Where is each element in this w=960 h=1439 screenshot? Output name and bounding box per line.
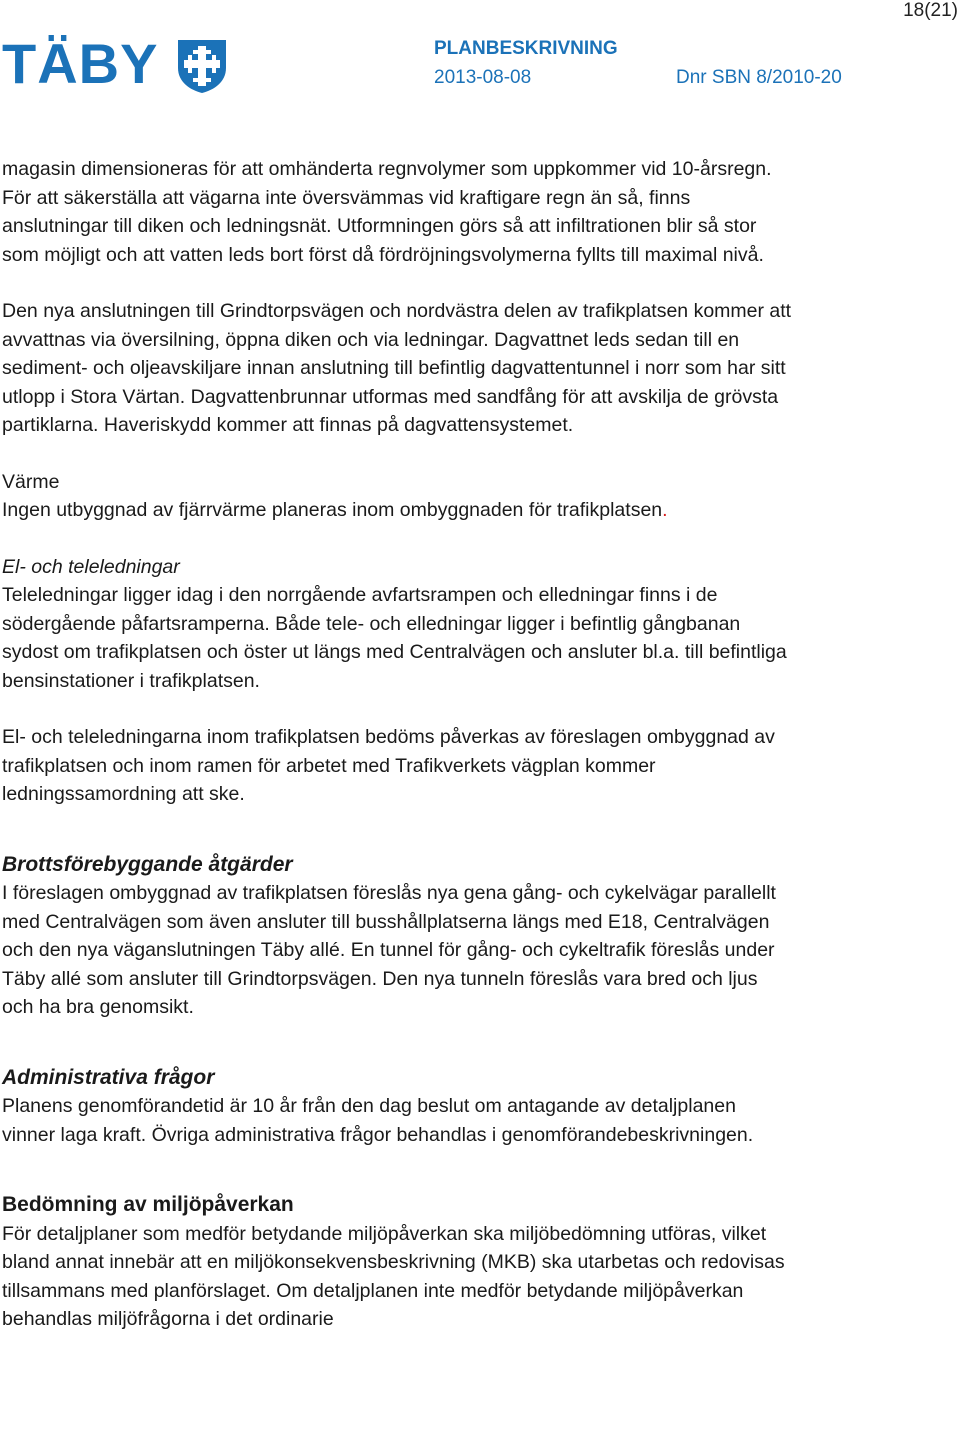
taby-logo [2, 32, 228, 95]
paragraph-varme [2, 496, 792, 525]
heading-el-tele: El- och teleledningar [2, 555, 180, 578]
paragraph-miljopaverkan: För detaljplaner som medför betydande miljöpåverkan ska miljöbedömning utföras, vilket bland annat innebär att en miljökonsekvensbeskrivning (MKB) ska utarbetas och redovisas tillsammans med planförslaget. Om detaljplanen inte medför betydande miljöpåverkan behandlas miljöfrågorna i det ordinarie [2, 1222, 785, 1330]
document-type: PLANBESKRIVNING [434, 38, 618, 59]
varme-dot: . [662, 499, 668, 521]
document-body [2, 155, 792, 1334]
page-number: 18(21) [903, 0, 958, 21]
heading-brottsforebyggande: Brottsförebyggande åtgärder [2, 852, 293, 876]
heading-miljopaverkan: Bedömning av miljöpåverkan [2, 1193, 294, 1216]
logo-text: TÄBY [2, 32, 159, 95]
paragraph-brottsforebyggande: I föreslagen ombyggnad av trafikplatsen föreslås nya gena gång- och cykelvägar parallellt med Centralvägen som även ansluter till busshållplatserna längs med E18, Centralvägen och den nya väganslutningen Täby allé. En tunnel för gång- och cykeltrafik föreslås under Täby allé som ansluter till Grindtorpsvägen. Den nya tunneln föreslås vara bred och ljus och ha bra genomsikt. [2, 882, 776, 1018]
paragraph-administrativa: Planens genomförandetid är 10 år från den dag beslut om antagande av detaljplanen vinner laga kraft. Övriga administrativa frågor behandlas i genomförandebeskrivningen. [2, 1095, 754, 1146]
heading-varme: Värme [2, 470, 60, 493]
heading-administrativa: Administrativa frågor [2, 1065, 215, 1089]
document-reference: Dnr SBN 8/2010-20 [676, 67, 842, 88]
paragraph-dagvatten-1: magasin dimensioneras för att omhänderta regnvolymer som uppkommer vid 10-årsregn. För att säkerställa att vägarna inte översvämmas vid kraftigare regn än så, finns anslutningar till diken och ledningsnät. Utformningen görs så att infiltrationen blir så stor som möjligt och att vatten leds bort först då fördröjningsvolymerna fyllts till maximal nivå. [2, 158, 772, 266]
shield-cross-icon [176, 38, 228, 99]
paragraph-el-tele-2: El- och teleledningarna inom trafikplatsen bedöms påverkas av föreslagen ombyggnad av trafikplatsen och inom ramen för arbetet med Trafikverkets vägplan kommer ledningssamordning att ske. [2, 726, 775, 805]
document-date: 2013-08-08 [434, 67, 532, 88]
paragraph-dagvatten-2: Den nya anslutningen till Grindtorpsvägen och nordvästra delen av trafikplatsen kommer att avvattnas via översilning, öppna diken och via ledningar. Dagvattnet leds sedan till en sediment- och oljeavskiljare innan anslutning till befintlig dagvattentunnel i norr som har sitt utlopp i Stora Värtan. Dagvattenbrunnar utformas med sandfång för att avskilja de grövsta partiklarna. Haveriskydd kommer att finnas på dagvattensystemet. [2, 300, 792, 436]
paragraph-el-tele-1: Teleledningar ligger idag i den norrgående avfartsrampen och elledningar finns i de södergående påfartsramperna. Både tele- och elledningar ligger i befintlig gångbanan sydost om trafikplatsen och öster ut längs med Centralvägen och ansluter bl.a. till befintliga bensinstationer i trafikplatsen. [2, 584, 787, 692]
varme-text: Ingen utbyggnad av fjärrvärme planeras inom ombyggnaden för trafikplatsen [2, 499, 663, 521]
